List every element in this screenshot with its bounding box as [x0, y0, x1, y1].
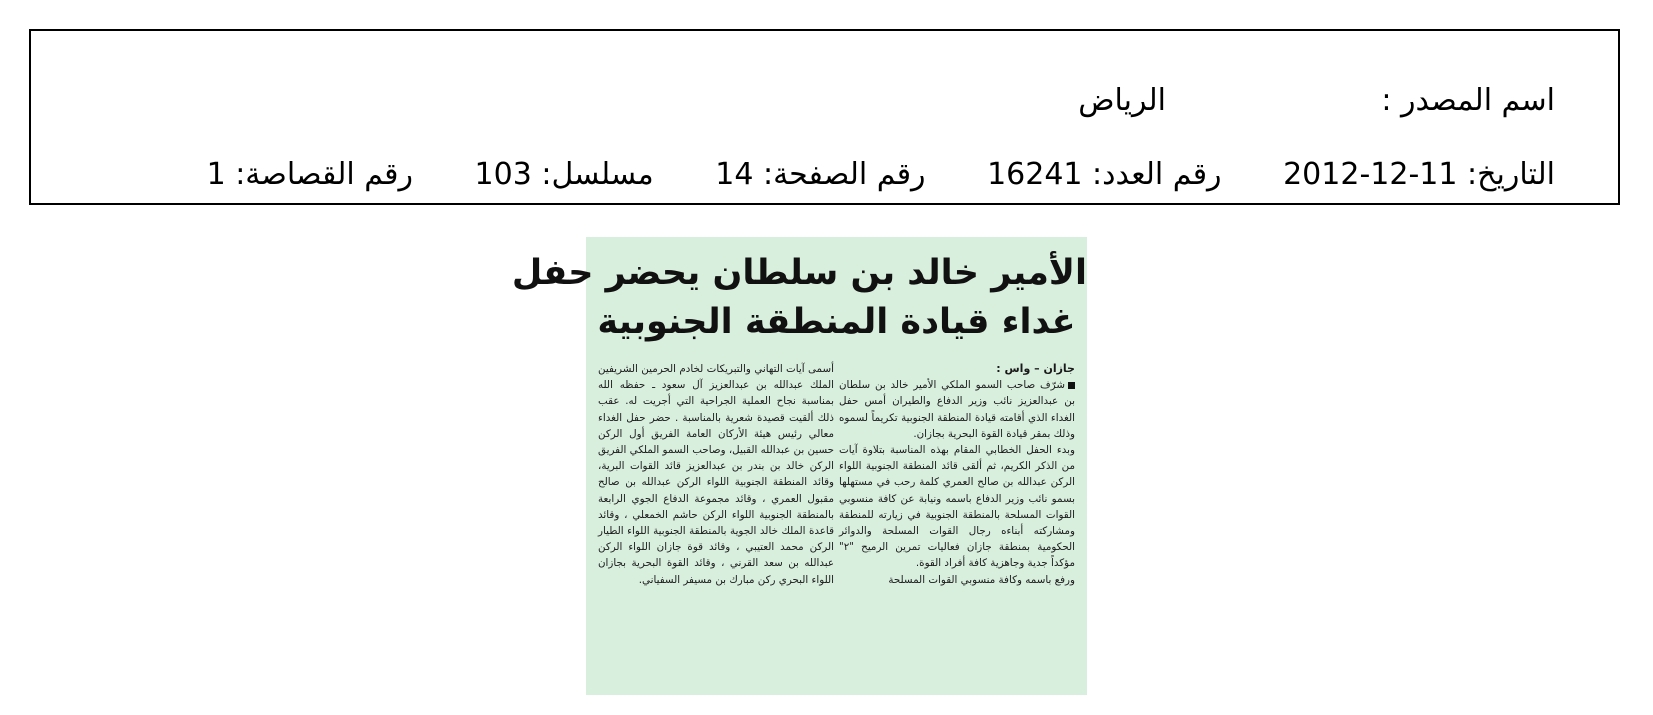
date-field: التاريخ: 11-12-2012	[1283, 157, 1555, 192]
clipping-number-field: رقم القصاصة: 1	[206, 157, 413, 192]
issue-number-field: رقم العدد: 16241	[987, 157, 1222, 192]
metadata-row	[155, 157, 1555, 193]
article-column-left	[598, 361, 834, 588]
headline-line-1: الأمير خالد بن سلطان يحضر حفل	[511, 253, 1087, 293]
headline-line-2: غداء قيادة المنطقة الجنوبية	[597, 302, 1076, 342]
article-paragraph-1	[839, 377, 1075, 442]
bullet-square-icon	[1068, 382, 1075, 389]
source-label: اسم المصدر :	[1381, 83, 1555, 118]
source-value: الرياض	[1078, 83, 1166, 118]
source-info-box	[29, 29, 1620, 205]
paragraph-1-text: شرّف صاحب السمو الملكي الأمير خالد بن سلطان بن عبدالعزيز نائب وزير الدفاع والطيران أمس حفل الغداء الذي أقامته قيادة المنطقة الجنوبية تكريماً لسموه وذلك بمقر قيادة القوة البحرية بجازان.	[839, 379, 1075, 440]
article-headline	[511, 249, 1087, 347]
page-number-field: رقم الصفحة: 14	[715, 157, 926, 192]
article-paragraph-2: وبدء الحفل الخطابي المقام بهذه المناسبة بتلاوة آيات من الذكر الكريم، ثم ألقى قائد المنطقة الجنوبية اللواء الركن عبدالله بن صالح العمري كلمة رحب في مستهلها بسمو نائب وزير الدفاع باسمه ونيابة عن كافة منسوبي القوات المسلحة بالمنطقة الجنوبية في زيارته للمنطقة ومشاركته أبناءه رجال القوات المسلحة والدوائر الحكومية بمنطقة جازان فعاليات تمرين الرميح "٢" مؤكداً جدية وجاهزية كافة أفراد القوة.	[839, 444, 1075, 570]
article-paragraph-4: أسمى آيات التهاني والتبريكات لخادم الحرمين الشريفين الملك عبدالله بن عبدالعزيز آل سعود ـ حفظه الله بمناسبة نجاح العملية الجراحية التي أجريت له. عقب ذلك ألقيت قصيدة شعرية بالمناسبة . حضر حفل الغداء معالي رئيس هيئة الأركان العامة الفريق أول الركن حسين بن عبدالله القبيل، وصاحب السمو الملكي الفريق الركن خالد بن بندر بن عبدالعزيز قائد القوات البرية، وقائد المنطقة الجنوبية اللواء الركن عبدالله بن صالح مقبول العمري ، وقائد مجموعة الدفاع الجوي الرابعة بالمنطقة الجنوبية اللواء الركن حاشم الخمعلي ، وقائد قاعدة الملك خالد الجوية بالمنطقة الجنوبية اللواء الطيار الركن محمد العتيبي ، وقائد قوة جازان اللواء الركن عبدالله بن سعد القرني ، وقائد القوة البحرية بجازان اللواء البحري ركن مبارك بن مسيفر السفياني.	[598, 363, 834, 586]
article-paragraph-3: ورفع باسمه وكافة منسوبي القوات المسلحة	[888, 573, 1075, 586]
article-dateline: جازان – واس :	[996, 362, 1075, 375]
serial-number-field: مسلسل: 103	[474, 157, 654, 192]
article-column-right	[839, 361, 1075, 588]
newspaper-clipping	[511, 237, 1087, 695]
